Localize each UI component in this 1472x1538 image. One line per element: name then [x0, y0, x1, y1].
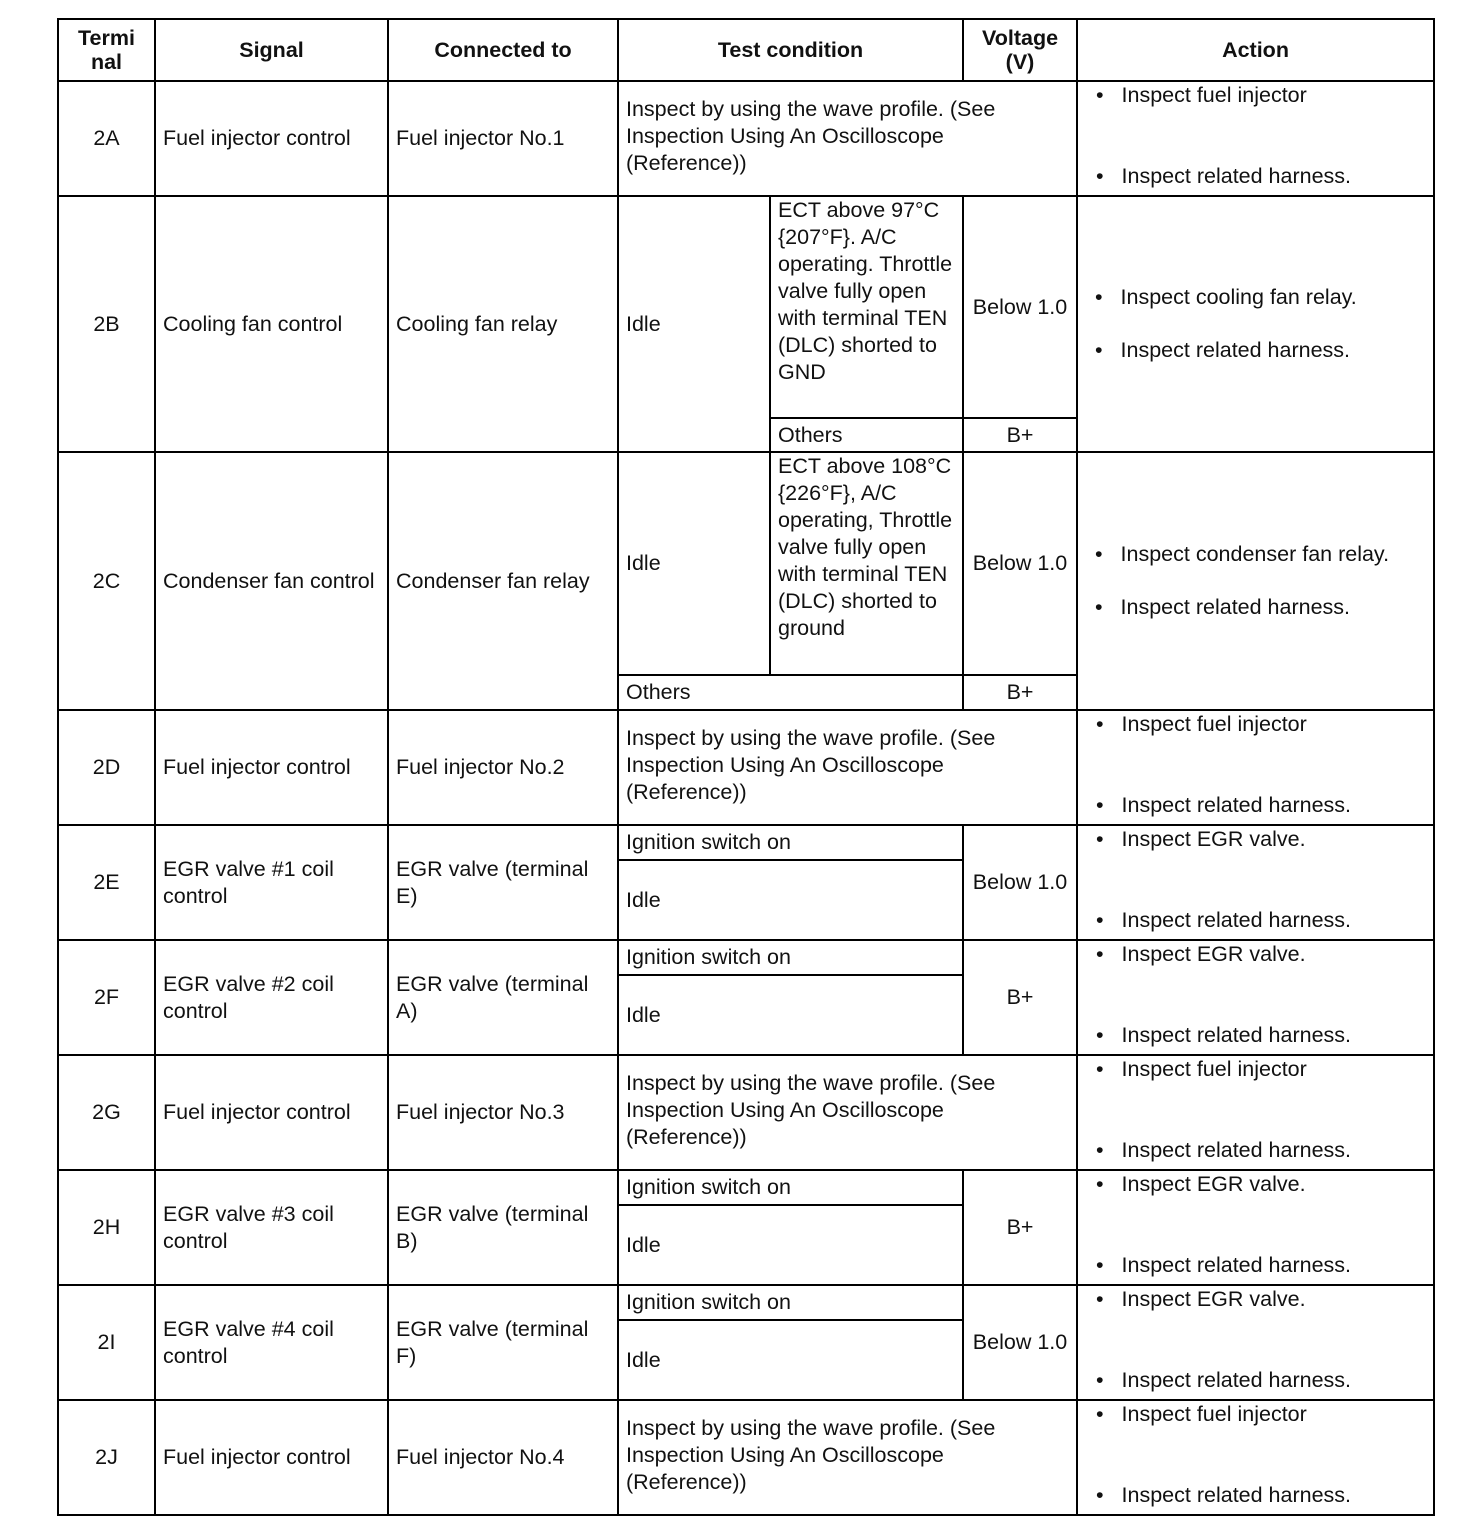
action-item — [1086, 711, 1425, 738]
action-text: Inspect related harness. — [1121, 1368, 1352, 1392]
table-row — [58, 710, 1434, 825]
action-text: Inspect EGR valve. — [1121, 1172, 1306, 1196]
action-item — [1085, 594, 1426, 621]
action-text: Inspect related harness. — [1121, 793, 1352, 817]
action-cell — [1077, 452, 1434, 710]
state-cell: Idle — [618, 452, 770, 675]
test-condition-cell: Inspect by using the wave profile. (See Inspection Using An Oscilloscope (Reference)) — [618, 710, 1077, 825]
signal-cell: Condenser fan control — [155, 452, 388, 710]
voltage-cell: Below 1.0 — [963, 452, 1077, 675]
bullet-icon: • — [1096, 1023, 1104, 1047]
bullet-icon: • — [1095, 542, 1103, 566]
action-item — [1085, 284, 1426, 311]
table-row — [58, 196, 1434, 418]
bullet-icon: • — [1096, 908, 1104, 932]
condition-cell: Idle — [618, 860, 963, 940]
bullet-icon: • — [1096, 1402, 1104, 1426]
action-item — [1086, 1171, 1425, 1198]
connected-cell: EGR valve (terminal F) — [388, 1285, 618, 1400]
header-connected: Connected to — [388, 19, 618, 81]
action-cell — [1077, 710, 1434, 825]
connected-cell: Fuel injector No.2 — [388, 710, 618, 825]
action-cell — [1077, 1170, 1434, 1285]
action-text: Inspect EGR valve. — [1121, 942, 1306, 966]
condition-cell: Idle — [618, 1320, 963, 1400]
signal-cell: EGR valve #3 coil control — [155, 1170, 388, 1285]
action-text: Inspect EGR valve. — [1121, 827, 1306, 851]
condition-cell: ECT above 97°C {207°F}. A/C operating. Throttle valve fully open with terminal TEN (DLC) shorted to GND — [770, 196, 963, 418]
condition-cell: Ignition switch on — [618, 1170, 963, 1205]
table-row — [58, 1285, 1434, 1320]
state-cell: Idle — [618, 196, 770, 452]
action-text: Inspect related harness. — [1120, 338, 1351, 362]
voltage-cell: B+ — [963, 418, 1077, 452]
test-condition-cell: Inspect by using the wave profile. (See Inspection Using An Oscilloscope (Reference)) — [618, 81, 1077, 196]
terminal-cell: 2D — [58, 710, 155, 825]
condition-cell: Ignition switch on — [618, 940, 963, 975]
header-action: Action — [1077, 19, 1434, 81]
terminal-inspection-table — [57, 18, 1435, 1516]
voltage-cell: Below 1.0 — [963, 196, 1077, 418]
action-item — [1086, 907, 1425, 934]
connected-cell: Fuel injector No.3 — [388, 1055, 618, 1170]
connected-cell: Condenser fan relay — [388, 452, 618, 710]
signal-cell: EGR valve #2 coil control — [155, 940, 388, 1055]
action-text: Inspect fuel injector — [1121, 712, 1307, 736]
bullet-icon: • — [1096, 1483, 1104, 1507]
action-item — [1086, 82, 1425, 109]
action-item — [1086, 163, 1425, 190]
bullet-icon: • — [1096, 1253, 1104, 1277]
bullet-icon: • — [1096, 1287, 1104, 1311]
bullet-icon: • — [1096, 942, 1104, 966]
action-cell — [1077, 1055, 1434, 1170]
signal-cell: Fuel injector control — [155, 710, 388, 825]
voltage-cell: B+ — [963, 940, 1077, 1055]
action-text: Inspect related harness. — [1121, 1483, 1352, 1507]
connected-cell: Cooling fan relay — [388, 196, 618, 452]
action-text: Inspect related harness. — [1121, 908, 1352, 932]
header-terminal: Termi nal — [58, 19, 155, 81]
action-item — [1086, 826, 1425, 853]
signal-cell: Fuel injector control — [155, 1400, 388, 1515]
action-text: Inspect related harness. — [1121, 164, 1352, 188]
voltage-cell: Below 1.0 — [963, 825, 1077, 940]
action-cell — [1077, 1285, 1434, 1400]
connected-cell: EGR valve (terminal E) — [388, 825, 618, 940]
signal-cell: Cooling fan control — [155, 196, 388, 452]
table-row — [58, 940, 1434, 975]
condition-cell: Others — [618, 675, 963, 710]
action-item — [1085, 541, 1426, 568]
action-text: Inspect cooling fan relay. — [1120, 285, 1357, 309]
signal-cell: Fuel injector control — [155, 1055, 388, 1170]
action-item — [1086, 1367, 1425, 1394]
bullet-icon: • — [1096, 1138, 1104, 1162]
table-row — [58, 81, 1434, 196]
table-row — [58, 1400, 1434, 1515]
bullet-icon: • — [1096, 1172, 1104, 1196]
bullet-icon: • — [1096, 712, 1104, 736]
bullet-icon: • — [1096, 793, 1104, 817]
connected-cell: EGR valve (terminal B) — [388, 1170, 618, 1285]
action-item — [1086, 1056, 1425, 1083]
action-text: Inspect fuel injector — [1121, 1402, 1307, 1426]
voltage-cell: B+ — [963, 675, 1077, 710]
header-voltage: Voltage (V) — [963, 19, 1077, 81]
voltage-cell: B+ — [963, 1170, 1077, 1285]
action-cell — [1077, 1400, 1434, 1515]
terminal-cell: 2J — [58, 1400, 155, 1515]
header-row — [58, 19, 1434, 81]
action-text: Inspect fuel injector — [1121, 1057, 1307, 1081]
bullet-icon: • — [1095, 595, 1103, 619]
header-signal: Signal — [155, 19, 388, 81]
terminal-cell: 2H — [58, 1170, 155, 1285]
condition-cell: Idle — [618, 975, 963, 1055]
bullet-icon: • — [1096, 1368, 1104, 1392]
action-cell — [1077, 825, 1434, 940]
header-test: Test condition — [618, 19, 963, 81]
bullet-icon: • — [1096, 83, 1104, 107]
action-text: Inspect condenser fan relay. — [1120, 542, 1390, 566]
terminal-cell: 2I — [58, 1285, 155, 1400]
table-row — [58, 1055, 1434, 1170]
voltage-cell: Below 1.0 — [963, 1285, 1077, 1400]
action-item — [1086, 792, 1425, 819]
test-condition-cell: Inspect by using the wave profile. (See Inspection Using An Oscilloscope (Reference)) — [618, 1055, 1077, 1170]
action-cell — [1077, 940, 1434, 1055]
signal-cell: EGR valve #4 coil control — [155, 1285, 388, 1400]
terminal-cell: 2A — [58, 81, 155, 196]
bullet-icon: • — [1095, 338, 1103, 362]
bullet-icon: • — [1096, 1057, 1104, 1081]
connected-cell: Fuel injector No.1 — [388, 81, 618, 196]
action-item — [1086, 1022, 1425, 1049]
action-text: Inspect related harness. — [1121, 1138, 1352, 1162]
bullet-icon: • — [1095, 285, 1103, 309]
action-text: Inspect fuel injector — [1121, 83, 1307, 107]
action-text: Inspect related harness. — [1120, 595, 1351, 619]
condition-cell: Others — [770, 418, 963, 452]
action-cell — [1077, 81, 1434, 196]
action-text: Inspect related harness. — [1121, 1023, 1352, 1047]
terminal-cell: 2C — [58, 452, 155, 710]
action-item — [1086, 1137, 1425, 1164]
terminal-cell: 2B — [58, 196, 155, 452]
condition-cell: Idle — [618, 1205, 963, 1285]
terminal-cell: 2E — [58, 825, 155, 940]
condition-cell: Ignition switch on — [618, 1285, 963, 1320]
table-row — [58, 452, 1434, 675]
action-text: Inspect related harness. — [1121, 1253, 1352, 1277]
table-row — [58, 1170, 1434, 1205]
action-item — [1086, 1252, 1425, 1279]
condition-cell: ECT above 108°C {226°F}, A/C operating, Throttle valve fully open with terminal TEN (DLC) shorted to ground — [770, 452, 963, 675]
signal-cell: Fuel injector control — [155, 81, 388, 196]
action-item — [1085, 337, 1426, 364]
bullet-icon: • — [1096, 164, 1104, 188]
terminal-cell: 2G — [58, 1055, 155, 1170]
action-item — [1086, 941, 1425, 968]
connected-cell: EGR valve (terminal A) — [388, 940, 618, 1055]
action-text: Inspect EGR valve. — [1121, 1287, 1306, 1311]
table-row — [58, 825, 1434, 860]
action-cell — [1077, 196, 1434, 452]
terminal-cell: 2F — [58, 940, 155, 1055]
bullet-icon: • — [1096, 827, 1104, 851]
action-item — [1086, 1401, 1425, 1428]
connected-cell: Fuel injector No.4 — [388, 1400, 618, 1515]
action-item — [1086, 1286, 1425, 1313]
signal-cell: EGR valve #1 coil control — [155, 825, 388, 940]
condition-cell: Ignition switch on — [618, 825, 963, 860]
action-item — [1086, 1482, 1425, 1509]
test-condition-cell: Inspect by using the wave profile. (See Inspection Using An Oscilloscope (Reference)) — [618, 1400, 1077, 1515]
